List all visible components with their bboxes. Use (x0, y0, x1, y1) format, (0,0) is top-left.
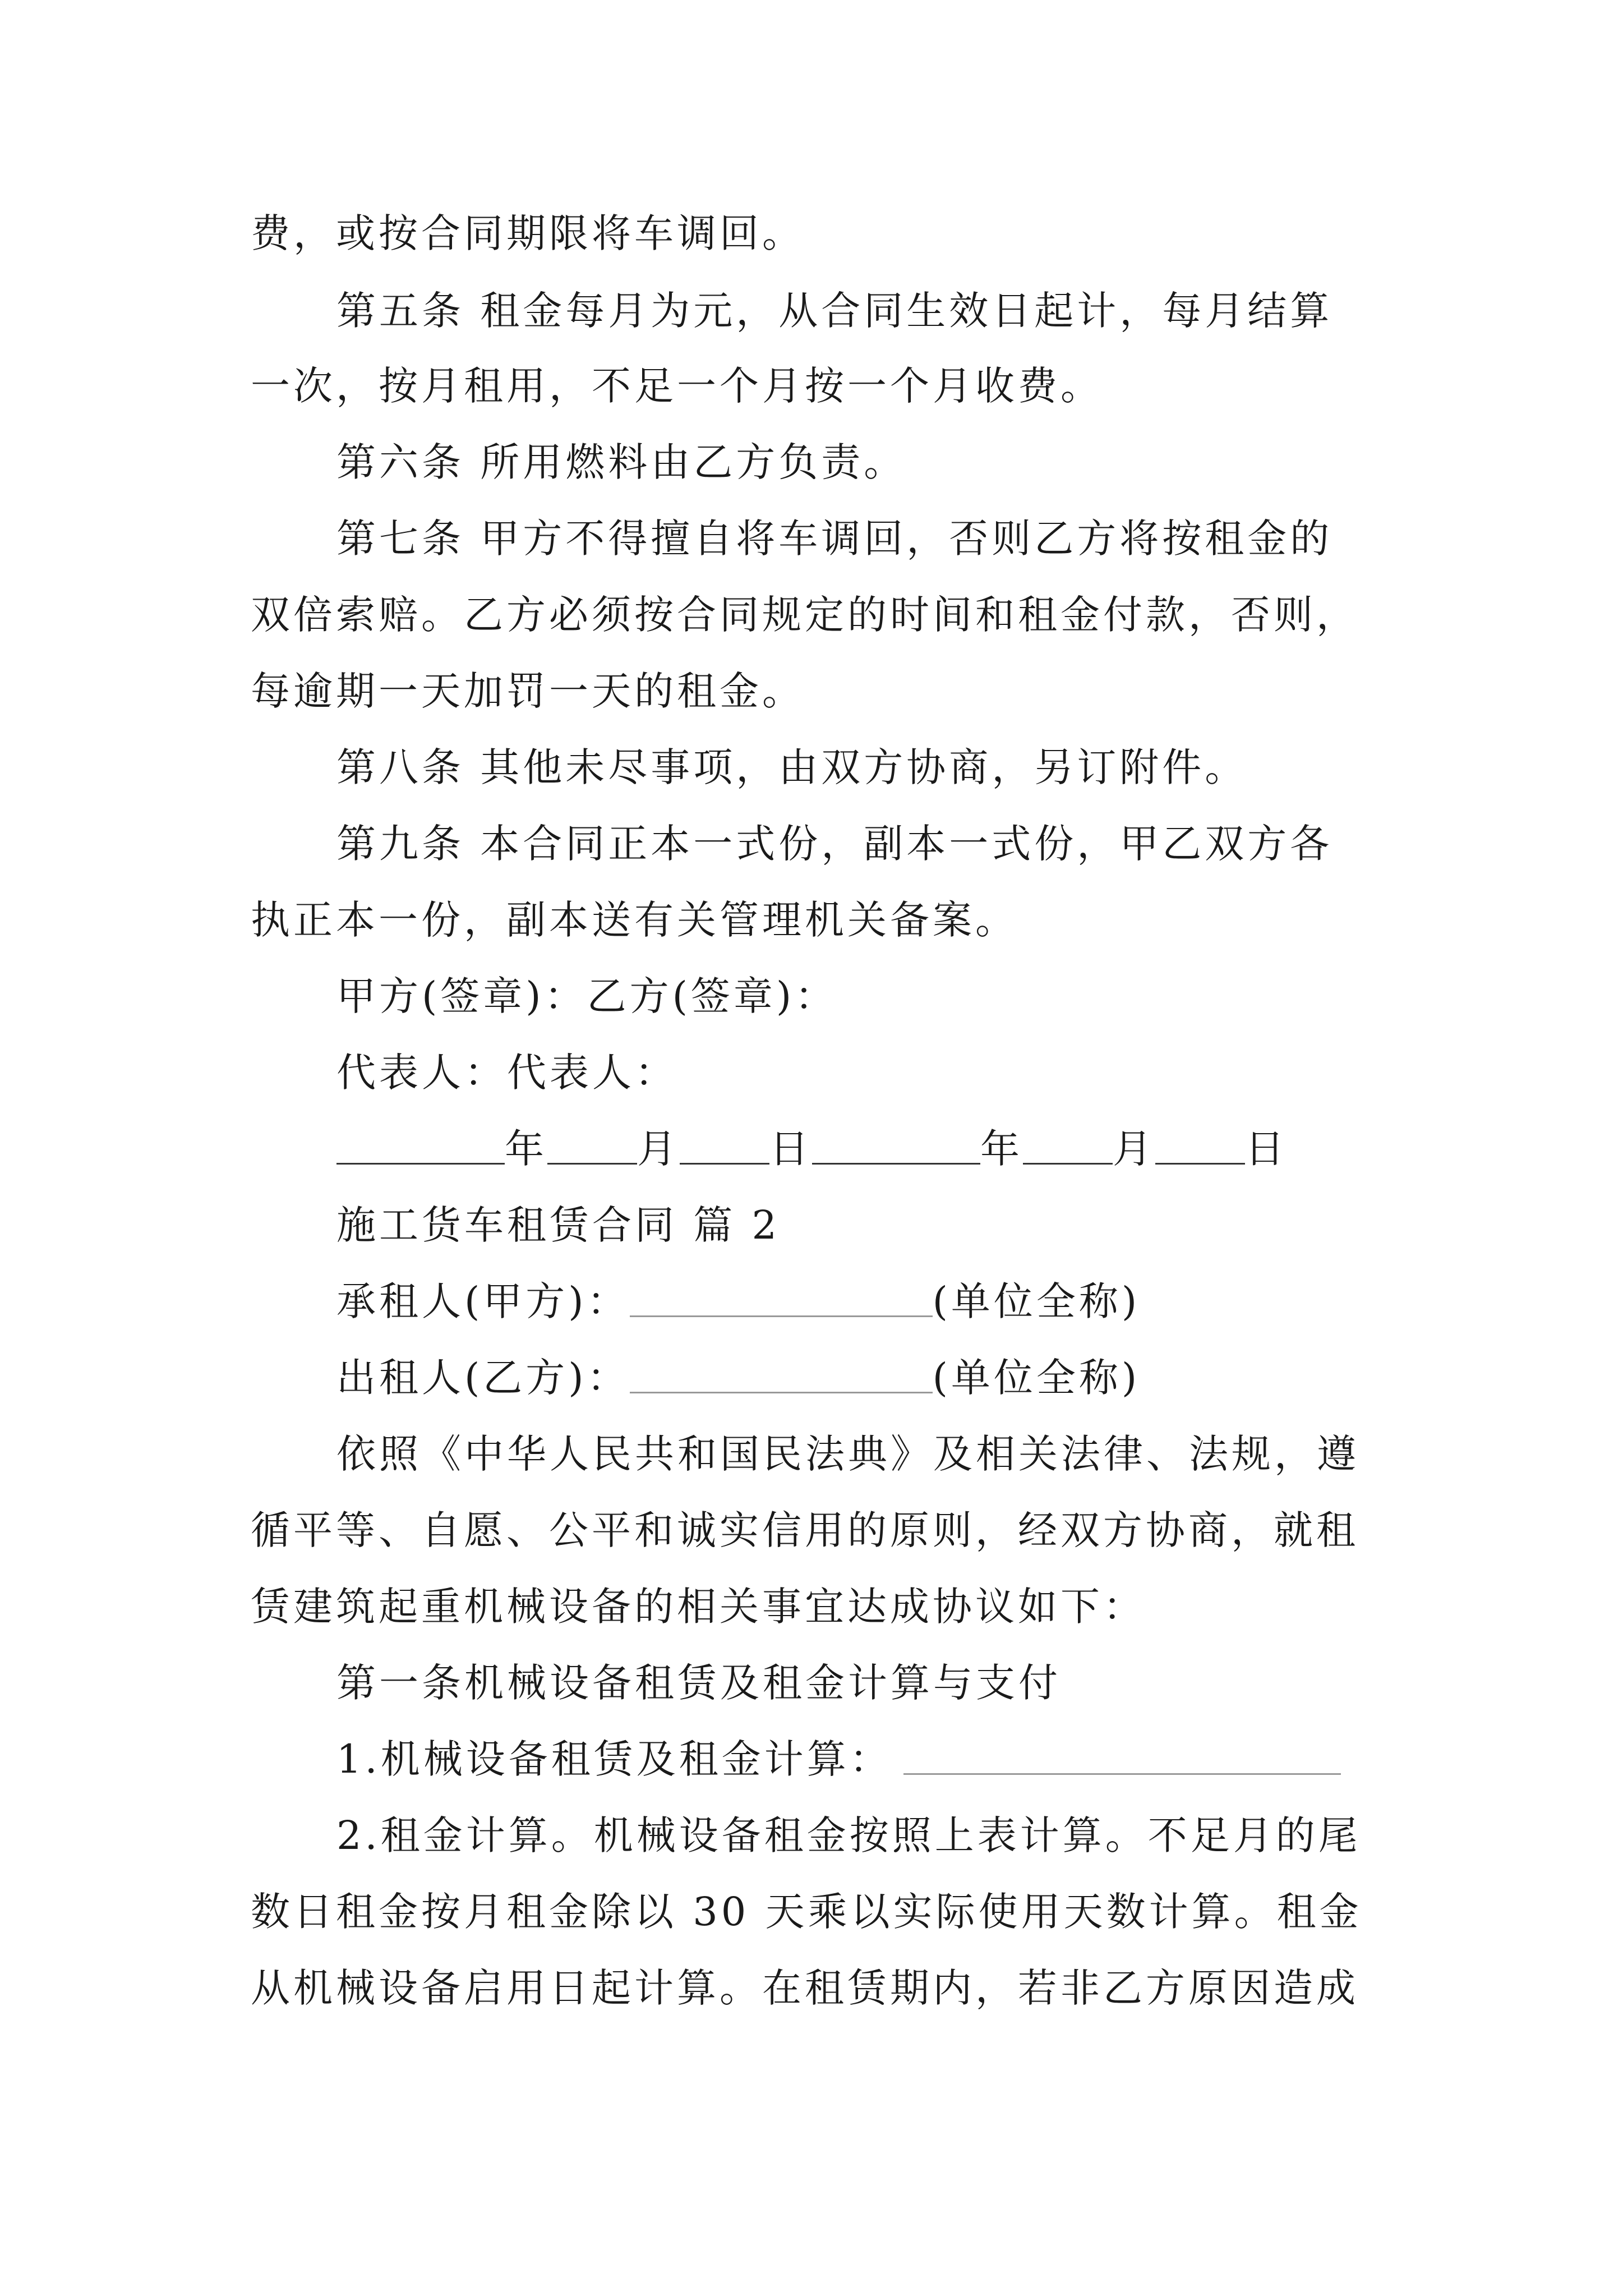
day-blank (1155, 1129, 1245, 1165)
paragraph-line: 循平等、自愿、公平和诚实信用的原则，经双方协商，就租 (251, 1507, 1359, 1553)
paragraph-line: 执正本一份，副本送有关管理机关备案。 (251, 897, 1018, 943)
representative-line: 代表人：代表人： (336, 1050, 677, 1096)
preamble-line: 依照《中华人民共和国民法典》及相关法律、法规，遵 (336, 1431, 1359, 1477)
paragraph-line: 赁建筑起重机械设备的相关事宜达成协议如下： (251, 1584, 1146, 1630)
paragraph-line: 一次，按月租用，不足一个月按一个月收费。 (251, 363, 1103, 409)
item-1-line (336, 1733, 1469, 1785)
lessor-label: 出租人(乙方)： (336, 1355, 630, 1401)
item-2-line: 2.租金计算。机械设备租金按照上表计算。不足月的尾 (336, 1812, 1361, 1858)
paragraph-line: 数日租金按月租金除以 30 天乘以实际使用天数计算。租金 (251, 1889, 1362, 1935)
month-label: 月 (1113, 1126, 1155, 1172)
lessee-label: 承租人(甲方)： (336, 1278, 630, 1324)
unit-full-name: (单位全称) (932, 1355, 1141, 1401)
lessee-blank (630, 1282, 933, 1317)
unit-full-name: (单位全称) (932, 1278, 1141, 1324)
lessor-line (336, 1352, 1469, 1404)
section-title: 施工货车租赁合同 篇 2 (336, 1202, 781, 1248)
day-label: 日 (769, 1126, 812, 1172)
article-9-line: 第九条 本合同正本一式份，副本一式份，甲乙双方各 (336, 821, 1333, 867)
year-label: 年 (980, 1126, 1023, 1172)
item-1-blank (903, 1740, 1341, 1775)
year-blank (812, 1129, 980, 1165)
year-blank (336, 1129, 505, 1165)
paragraph-line: 双倍索赔。乙方必须按合同规定的时间和租金付款，否则， (251, 592, 1359, 638)
year-label: 年 (505, 1126, 547, 1172)
article-7-line: 第七条 甲方不得擅自将车调回，否则乙方将按租金的 (336, 516, 1333, 562)
month-label: 月 (637, 1126, 680, 1172)
signature-line: 甲方(签章)：乙方(签章)： (336, 973, 838, 1019)
date-line (336, 1123, 1469, 1175)
lessee-line (336, 1276, 1469, 1327)
article-5-line: 第五条 租金每月为元，从合同生效日起计，每月结算 (336, 288, 1333, 334)
paragraph-line: 费，或按合同期限将车调回。 (251, 210, 805, 256)
article-1-heading: 第一条机械设备租赁及租金计算与支付 (336, 1660, 1061, 1706)
article-6-line: 第六条 所用燃料由乙方负责。 (336, 439, 907, 485)
paragraph-line: 每逾期一天加罚一天的租金。 (251, 668, 805, 714)
lessor-blank (630, 1358, 933, 1393)
item-1-label: 1.机械设备租赁及租金计算： (336, 1736, 892, 1782)
month-blank (547, 1129, 637, 1165)
month-blank (1023, 1129, 1113, 1165)
day-blank (680, 1129, 769, 1165)
day-label: 日 (1245, 1126, 1288, 1172)
paragraph-line: 从机械设备启用日起计算。在租赁期内，若非乙方原因造成 (251, 1965, 1359, 2011)
article-8-line: 第八条 其他未尽事项，由双方协商，另订附件。 (336, 744, 1248, 790)
